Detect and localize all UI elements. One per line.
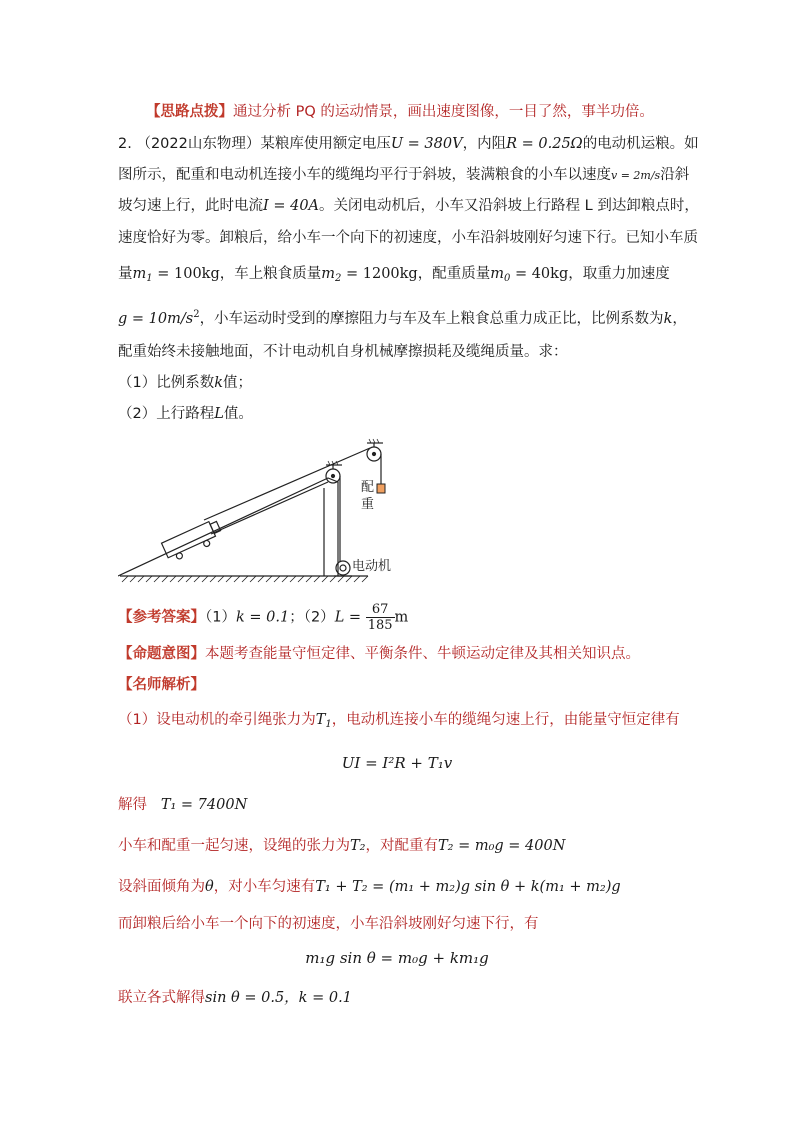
problem-text: 图所示，配重和电动机连接小车的缆绳均平行于斜坡，装满粮食的小车以速度 <box>118 167 611 183</box>
analysis-text: 小车和配重一起匀速，设绳的张力为 <box>118 838 350 854</box>
intent-tag: 【命题意图】 <box>118 646 205 662</box>
tension-symbol: T <box>315 712 326 728</box>
fraction-denominator: 185 <box>367 618 393 633</box>
answer-tag: 【参考答案】 <box>118 609 205 626</box>
problem-text: 速度恰好为零。卸粮后，给小车一个向下的初速度，小车沿斜坡刚好匀速下行。已知小车质 <box>118 230 698 246</box>
counterweight-label-2: 重 <box>361 496 375 511</box>
analysis-step-1: （1）设电动机的牵引绳张力为$T_1$，电动机连接小车的缆绳匀速上行，由能量守恒定律有 <box>118 712 680 730</box>
cart-mass-value: = 100kg <box>157 266 220 282</box>
voltage-value: U = 380V <box>390 136 463 152</box>
hint-text: 通过分析 PQ 的运动情景，画出速度图像，一目了然，事半功倍。 <box>233 104 654 120</box>
analysis-text: ，电动机连接小车的缆绳匀速上行，由能量守恒定律有 <box>331 712 680 728</box>
problem-line-5: 量$m_1 = 100kg$，车上粮食质量$m_2 = 1200kg$，配重质量$m_0 = 40kg$，取重力加速度 <box>118 266 670 284</box>
intent-text: 本题考查能量守恒定律、平衡条件、牛顿运动定律及其相关知识点。 <box>205 646 640 662</box>
problem-text: 2. （2022山东物理）某粮库使用额定电压 <box>118 136 391 152</box>
answer-line <box>118 602 408 633</box>
question-text: （1）比例系数 <box>118 375 215 391</box>
analysis-step-5 <box>118 914 539 934</box>
analysis-text: 联立各式解得 <box>118 990 205 1006</box>
fraction-numerator: 67 <box>366 602 395 618</box>
problem-text: ，内阻 <box>462 136 507 152</box>
problem-line-7 <box>118 342 568 362</box>
answer-text: （1） <box>205 609 236 626</box>
analysis-text: 设斜面倾角为 <box>118 879 205 895</box>
answer-text: ；（2） <box>289 609 335 626</box>
coefficient-symbol: k <box>214 375 224 391</box>
gravity-value: g = 10m/s <box>118 311 194 327</box>
problem-text: 坡匀速上行，此时电流 <box>118 198 263 214</box>
analysis-text: 解得 <box>118 797 147 813</box>
counterweight-mass-value: = 40kg <box>514 266 569 282</box>
problem-text: 的电动机运粮。如 <box>582 136 699 152</box>
current-value: I = 40A <box>263 198 320 214</box>
problem-text: ，车上粮食质量 <box>219 266 322 282</box>
counterweight-label-1: 配 <box>361 479 375 494</box>
problem-line-2 <box>118 165 689 186</box>
resistance-value: R = 0.25Ω <box>506 136 583 152</box>
analysis-tag: 【名师解析】 <box>118 677 205 693</box>
ground-hatching <box>122 576 368 582</box>
speed-value: v = 2m/s <box>611 169 661 182</box>
problem-text: ，小车运动时受到的摩擦阻力与车及车上粮食总重力成正比，比例系数为 <box>199 311 664 327</box>
tension-t2-symbol: T₂ <box>350 838 366 854</box>
problem-text: 配重始终未接触地面，不计电动机自身机械摩擦损耗及缆绳质量。求： <box>118 344 568 360</box>
counterweight-cable <box>204 448 370 520</box>
problem-line-1 <box>118 134 699 154</box>
tension-t2-value: T₂ = m₀g = 400N <box>437 838 566 854</box>
answer-unit: m <box>394 609 409 626</box>
tension-t1-value: T₁ = 7400N <box>160 797 248 813</box>
analysis-text: ，对小车匀速有 <box>213 879 316 895</box>
problem-line-3 <box>118 196 699 216</box>
intent-line <box>118 644 640 664</box>
distance-symbol: L <box>214 406 224 422</box>
answer-k-value: k = 0.1 <box>235 609 290 626</box>
question-text: 值。 <box>223 406 253 422</box>
problem-text: ，配重质量 <box>417 266 491 282</box>
problem-line-6: $g = 10m/s^2$，小车运动时受到的摩擦阻力与车及车上粮食总重力成正比，比例系数为k， <box>118 309 687 327</box>
final-result: sin θ = 0.5，k = 0.1 <box>205 990 352 1006</box>
problem-text: ，取重力加速度 <box>568 266 670 282</box>
grain-mass-value: = 1200kg <box>345 266 418 282</box>
problem-text: 。关闭电动机后，小车又沿斜坡上行路程 L 到达卸粮点时， <box>319 198 699 214</box>
problem-text: 沿斜 <box>660 167 690 183</box>
analysis-step-6 <box>118 988 352 1008</box>
problem-text: ， <box>672 311 687 327</box>
problem-text: 量 <box>118 266 133 282</box>
equation-descent: m₁g sin θ = m₀g + km₁g <box>305 949 489 967</box>
question-2 <box>118 404 253 424</box>
analysis-text: ，对配重有 <box>365 838 438 854</box>
motor-label: 电动机 <box>352 558 392 573</box>
answer-L-symbol: L = <box>334 609 362 626</box>
question-1 <box>118 373 252 393</box>
motor-cable <box>211 482 328 534</box>
analysis-step-4 <box>118 877 621 897</box>
counterweight-box <box>377 484 385 493</box>
incline-diagram <box>118 436 418 591</box>
analysis-text: （1）设电动机的牵引绳张力为 <box>118 712 316 728</box>
analysis-step-3 <box>118 836 565 856</box>
hint-tag: 【思路点拨】 <box>146 104 233 120</box>
problem-line-4 <box>118 228 698 248</box>
hint-line <box>146 102 654 122</box>
analysis-step-2 <box>118 795 247 815</box>
analysis-heading <box>118 675 205 695</box>
cart-balance-equation: T₁ + T₂ = (m₁ + m₂)g sin θ + k(m₁ + m₂)g <box>315 879 621 895</box>
question-text: 值； <box>223 375 253 391</box>
analysis-text: 而卸粮后给小车一个向下的初速度，小车沿斜坡刚好匀速下行，有 <box>118 916 539 932</box>
equation-energy: UI = I²R + T₁v <box>341 754 453 772</box>
coefficient-symbol: k <box>663 311 673 327</box>
angle-symbol: θ <box>205 879 214 895</box>
answer-fraction <box>366 602 395 633</box>
question-text: （2）上行路程 <box>118 406 215 422</box>
